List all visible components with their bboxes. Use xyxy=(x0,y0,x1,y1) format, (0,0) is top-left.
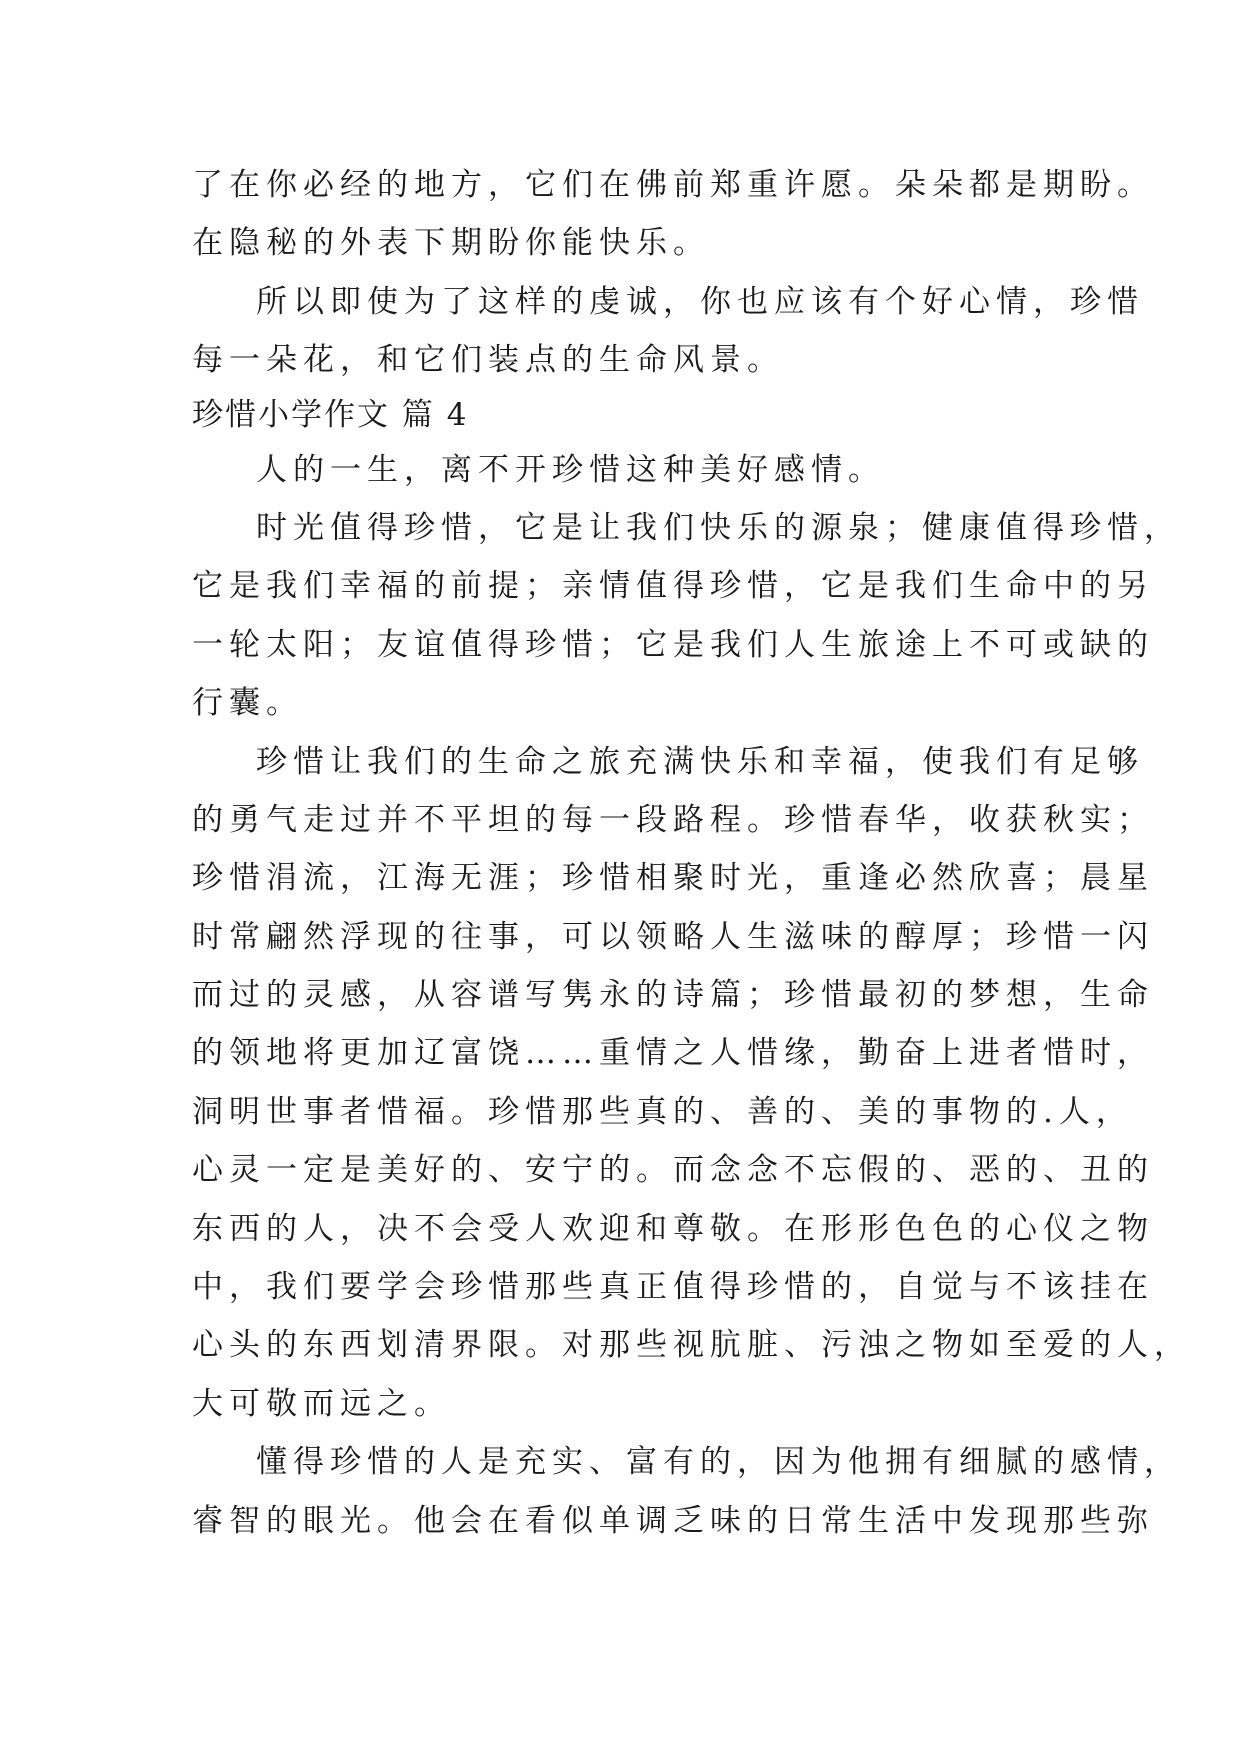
paragraph-line: 时光值得珍惜，它是让我们快乐的源泉；健康值得珍惜， xyxy=(256,509,1181,546)
paragraph-line: 而过的灵感，从容谱写隽永的诗篇；珍惜最初的梦想，生命 xyxy=(192,977,1154,1014)
paragraph-line: 时常翩然浮现的往事，可以领略人生滋味的醇厚；珍惜一闪 xyxy=(192,918,1154,955)
paragraph-line: 的领地将更加辽富饶……重情之人惜缘，勤奋上进者惜时， xyxy=(192,1035,1154,1072)
section-heading: 珍惜小学作文 篇 4 xyxy=(192,396,469,433)
paragraph-line: 的勇气走过并不平坦的每一段路程。珍惜春华，收获秋实； xyxy=(192,801,1154,838)
article-body xyxy=(192,156,1191,1550)
paragraph-line: 每一朵花，和它们装点的生命风景。 xyxy=(192,342,784,379)
paragraph-line: 所以即使为了这样的虔诚，你也应该有个好心情，珍惜 xyxy=(256,283,1144,320)
paragraph-line: 了在你必经的地方，它们在佛前郑重许愿。朵朵都是期盼。 xyxy=(192,167,1154,203)
paragraph-line: 珍惜让我们的生命之旅充满快乐和幸福，使我们有足够 xyxy=(256,743,1144,780)
paragraph-line: 行囊。 xyxy=(192,685,303,722)
paragraph-line: 大可敬而远之。 xyxy=(192,1385,451,1422)
paragraph-line: 中，我们要学会珍惜那些真正值得珍惜的，自觉与不该挂在 xyxy=(192,1269,1154,1306)
paragraph-line: 睿智的眼光。他会在看似单调乏味的日常生活中发现那些弥 xyxy=(192,1502,1154,1539)
paragraph-line: 在隐秘的外表下期盼你能快乐。 xyxy=(192,225,710,262)
paragraph-line: 它是我们幸福的前提；亲情值得珍惜，它是我们生命中的另 xyxy=(192,568,1154,605)
paragraph-line: 心灵一定是美好的、安宁的。而念念不忘假的、恶的、丑的 xyxy=(192,1152,1154,1189)
paragraph-line: 懂得珍惜的人是充实、富有的，因为他拥有细腻的感情， xyxy=(256,1444,1181,1481)
paragraph-line: 心头的东西划清界限。对那些视肮脏、污浊之物如至爱的人， xyxy=(192,1327,1191,1364)
paragraph-line: 一轮太阳；友谊值得珍惜；它是我们人生旅途上不可或缺的 xyxy=(192,626,1154,663)
paragraph-line: 人的一生，离不开珍惜这种美好感情。 xyxy=(256,451,885,488)
paragraph-line: 洞明世事者惜福。珍惜那些真的、善的、美的事物的.人， xyxy=(192,1093,1133,1130)
paragraph-line: 珍惜涓流，江海无涯；珍惜相聚时光，重逢必然欣喜；晨星 xyxy=(192,860,1154,897)
paragraph-line: 东西的人，决不会受人欢迎和尊敬。在形形色色的心仪之物 xyxy=(192,1210,1154,1247)
